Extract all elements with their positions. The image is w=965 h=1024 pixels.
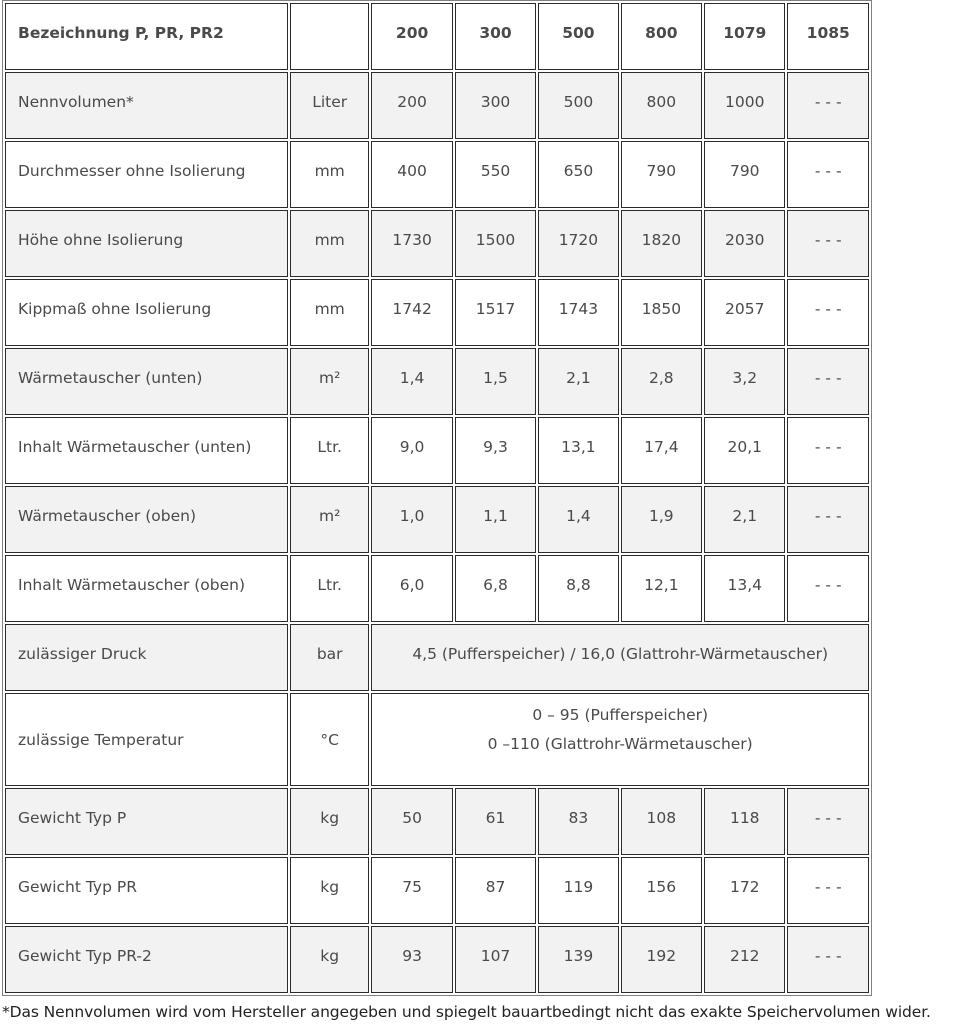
row-label: Inhalt Wärmetauscher (oben) <box>5 555 288 622</box>
row-value: 119 <box>538 857 618 924</box>
row-value: 1517 <box>455 279 536 346</box>
row-value: 212 <box>704 926 785 993</box>
row-value: - - - <box>787 279 869 346</box>
row-unit: mm <box>290 279 369 346</box>
row-label: Gewicht Typ PR-2 <box>5 926 288 993</box>
row-value: - - - <box>787 555 869 622</box>
table-row <box>5 210 869 277</box>
header-row <box>5 3 869 70</box>
temperature-line-2: 0 –110 (Glattrohr-Wärmetauscher) <box>487 735 753 753</box>
table-row <box>5 417 869 484</box>
pressure-value: 4,5 (Pufferspeicher) / 16,0 (Glattrohr-Wärmetauscher) <box>371 624 869 691</box>
temperature-value <box>371 693 869 786</box>
row-value: - - - <box>787 72 869 139</box>
table-row <box>5 279 869 346</box>
row-unit: kg <box>290 926 369 993</box>
row-value: 9,0 <box>371 417 452 484</box>
row-unit: m² <box>290 348 369 415</box>
row-value: 108 <box>621 788 702 855</box>
row-value: 93 <box>371 926 452 993</box>
row-value: 1,0 <box>371 486 452 553</box>
row-value: 1,9 <box>621 486 702 553</box>
row-value: 1,4 <box>538 486 618 553</box>
row-value: 87 <box>455 857 536 924</box>
row-label: Inhalt Wärmetauscher (unten) <box>5 417 288 484</box>
row-label: Kippmaß ohne Isolierung <box>5 279 288 346</box>
row-value: 1,5 <box>455 348 536 415</box>
table-row <box>5 141 869 208</box>
row-value: 9,3 <box>455 417 536 484</box>
row-value: - - - <box>787 348 869 415</box>
row-value: - - - <box>787 210 869 277</box>
row-value: 2,8 <box>621 348 702 415</box>
row-value: 13,1 <box>538 417 618 484</box>
row-value: 400 <box>371 141 452 208</box>
row-unit: mm <box>290 141 369 208</box>
row-value: 118 <box>704 788 785 855</box>
row-value: 1742 <box>371 279 452 346</box>
row-value: 75 <box>371 857 452 924</box>
row-unit: kg <box>290 788 369 855</box>
header-model: 1079 <box>704 3 785 70</box>
row-label: Wärmetauscher (oben) <box>5 486 288 553</box>
pressure-row <box>5 624 869 691</box>
row-value: 172 <box>704 857 785 924</box>
row-value: - - - <box>787 788 869 855</box>
row-label: Durchmesser ohne Isolierung <box>5 141 288 208</box>
footnote: *Das Nennvolumen wird vom Hersteller angegeben und spiegelt bauartbedingt nicht das exakte Speichervolumen wider. <box>2 1003 931 1021</box>
table-row <box>5 72 869 139</box>
row-value: 17,4 <box>621 417 702 484</box>
row-value: 2030 <box>704 210 785 277</box>
row-value: 2,1 <box>704 486 785 553</box>
row-value: 192 <box>621 926 702 993</box>
row-value: 2,1 <box>538 348 618 415</box>
table-row <box>5 857 869 924</box>
row-value: - - - <box>787 417 869 484</box>
table-row <box>5 486 869 553</box>
row-value: 1730 <box>371 210 452 277</box>
row-value: 61 <box>455 788 536 855</box>
row-value: 20,1 <box>704 417 785 484</box>
row-value: 107 <box>455 926 536 993</box>
row-value: 8,8 <box>538 555 618 622</box>
table-row <box>5 926 869 993</box>
row-label: Höhe ohne Isolierung <box>5 210 288 277</box>
header-model: 500 <box>538 3 618 70</box>
header-model: 800 <box>621 3 702 70</box>
row-value: 1000 <box>704 72 785 139</box>
row-value: 50 <box>371 788 452 855</box>
row-label: Gewicht Typ P <box>5 788 288 855</box>
header-label: Bezeichnung P, PR, PR2 <box>5 3 288 70</box>
pressure-label: zulässiger Druck <box>5 624 288 691</box>
row-unit: Ltr. <box>290 417 369 484</box>
row-value: - - - <box>787 857 869 924</box>
row-value: 1,4 <box>371 348 452 415</box>
row-value: 6,0 <box>371 555 452 622</box>
row-value: 156 <box>621 857 702 924</box>
row-value: 1820 <box>621 210 702 277</box>
row-unit: m² <box>290 486 369 553</box>
row-value: 83 <box>538 788 618 855</box>
header-model: 200 <box>371 3 452 70</box>
row-value: 1743 <box>538 279 618 346</box>
row-value: 1,1 <box>455 486 536 553</box>
row-label: Gewicht Typ PR <box>5 857 288 924</box>
row-value: - - - <box>787 926 869 993</box>
row-value: 200 <box>371 72 452 139</box>
row-value: 800 <box>621 72 702 139</box>
row-value: 13,4 <box>704 555 785 622</box>
spec-table <box>2 0 872 996</box>
table-row <box>5 788 869 855</box>
row-value: 300 <box>455 72 536 139</box>
row-value: 1720 <box>538 210 618 277</box>
temperature-row <box>5 693 869 786</box>
row-value: 650 <box>538 141 618 208</box>
row-value: 3,2 <box>704 348 785 415</box>
row-label: Nennvolumen* <box>5 72 288 139</box>
row-value: 12,1 <box>621 555 702 622</box>
row-value: 2057 <box>704 279 785 346</box>
row-value: - - - <box>787 141 869 208</box>
row-value: 550 <box>455 141 536 208</box>
row-value: 139 <box>538 926 618 993</box>
row-unit: Liter <box>290 72 369 139</box>
row-value: - - - <box>787 486 869 553</box>
row-unit: mm <box>290 210 369 277</box>
row-value: 1850 <box>621 279 702 346</box>
row-value: 790 <box>621 141 702 208</box>
temperature-line-1: 0 – 95 (Pufferspeicher) <box>532 706 709 724</box>
row-value: 500 <box>538 72 618 139</box>
row-label: Wärmetauscher (unten) <box>5 348 288 415</box>
table-row <box>5 555 869 622</box>
row-value: 6,8 <box>455 555 536 622</box>
header-unit <box>290 3 369 70</box>
row-unit: Ltr. <box>290 555 369 622</box>
pressure-unit: bar <box>290 624 369 691</box>
header-model: 300 <box>455 3 536 70</box>
row-unit: kg <box>290 857 369 924</box>
table-row <box>5 348 869 415</box>
temperature-unit: °C <box>290 693 369 786</box>
row-value: 790 <box>704 141 785 208</box>
header-model: 1085 <box>787 3 869 70</box>
row-value: 1500 <box>455 210 536 277</box>
temperature-label: zulässige Temperatur <box>5 693 288 786</box>
